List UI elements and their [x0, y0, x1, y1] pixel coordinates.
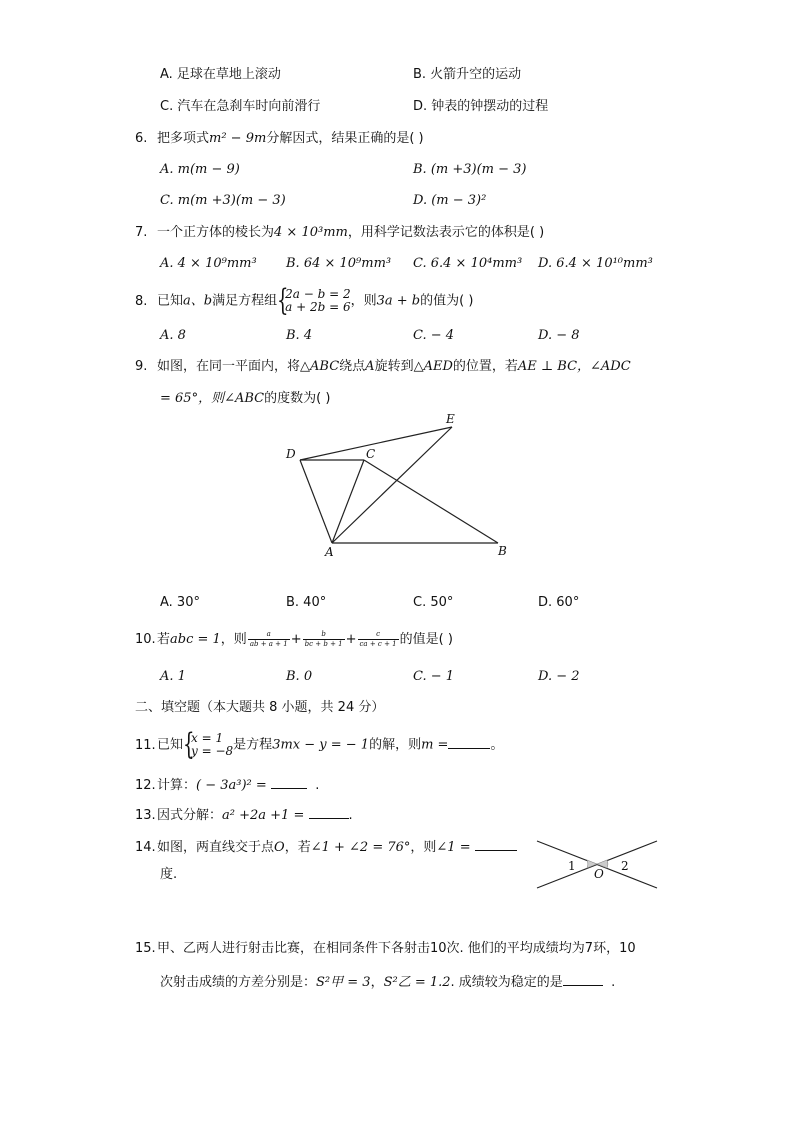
segment-ca: [332, 460, 364, 543]
question-14-stem: 14.如图，两直线交于点O，若∠1 + ∠2 = 76°，则∠1 =: [135, 836, 517, 857]
q8-option-c: C. − 4: [413, 328, 455, 343]
q11-equation-system: { x = 1 y = −8: [183, 727, 234, 762]
q7-option-b: B. 64 × 10⁹mm³: [286, 256, 392, 271]
q8-option-a: A. 8: [160, 328, 186, 343]
q7-option-a: A. 4 × 10⁹mm³: [160, 256, 257, 271]
q15-answer-blank[interactable]: [563, 971, 603, 986]
angle-2-label: 2: [621, 859, 629, 873]
q6-option-c: C. m(m +3)(m − 3): [160, 193, 286, 208]
q9-option-a: A. 30°: [160, 595, 200, 610]
label-e: E: [446, 412, 455, 426]
q6-option-a: A. m(m − 9): [160, 162, 240, 177]
q5-option-b: B. 火箭升空的运动: [413, 67, 522, 82]
q6-option-d: D. (m − 3)²: [413, 193, 487, 208]
section-2-title: 二、填空题（本大题共 8 小题，共 24 分）: [135, 700, 385, 715]
segment-ae: [332, 427, 452, 543]
segment-da: [300, 460, 332, 543]
q10-option-a: A. 1: [160, 669, 186, 684]
question-12-stem: 12.计算：( − 3a³)² = .: [135, 774, 319, 795]
q10-option-d: D. − 2: [538, 669, 580, 684]
fraction-3: $\frac{c}{ca + c + 1}$: [359, 630, 397, 648]
q9-figure: [270, 405, 520, 565]
q10-option-c: C. − 1: [413, 669, 455, 684]
question-13-stem: 13.因式分解：a² +2a +1 = .: [135, 804, 353, 825]
question-6-stem: 6. 把多项式m² − 9m分解因式，结果正确的是( ): [135, 131, 424, 146]
point-o-label: O: [594, 867, 604, 881]
angle-1-label: 1: [568, 859, 576, 873]
question-9-stem-line1: 9. 如图，在同一平面内，将△ABC绕点A旋转到△AED的位置，若AE ⊥ BC，∠ADC: [135, 359, 631, 374]
q9-option-c: C. 50°: [413, 595, 454, 610]
question-11-stem: 11.已知 { x = 1 y = −8 是方程3mx − y = − 1的解，则m = 。: [135, 727, 504, 762]
fraction-2: $\frac{b}{bc + b + 1}$: [304, 630, 343, 648]
question-14-stem-line2: 度.: [160, 867, 178, 882]
question-8-stem: 8. 已知a、b满足方程组 { 2a − b = 2 a + 2b = 6 ，则3a + b的值为( ): [135, 283, 474, 318]
q5-option-d: D. 钟表的钟摆动的过程: [413, 99, 549, 114]
question-15-stem-line1: 15.甲、乙两人进行射击比赛，在相同条件下各射击10次. 他们的平均成绩均为7环，10: [135, 941, 636, 956]
q9-option-b: B. 40°: [286, 595, 327, 610]
q9-option-d: D. 60°: [538, 595, 580, 610]
q8-equation-system: { 2a − b = 2 a + 2b = 6: [277, 283, 351, 318]
fraction-1: $\frac{a}{ab + a + 1}$: [249, 630, 288, 648]
q13-answer-blank[interactable]: [309, 804, 349, 819]
question-9-stem-line2: = 65°，则∠ABC的度数为( ): [160, 391, 331, 406]
q12-answer-blank[interactable]: [271, 774, 307, 789]
q8-option-d: D. − 8: [538, 328, 580, 343]
q7-option-c: C. 6.4 × 10⁴mm³: [413, 256, 523, 271]
q5-option-a: A. 足球在草地上滚动: [160, 67, 281, 82]
label-a: A: [325, 545, 334, 559]
q14-answer-blank[interactable]: [475, 836, 517, 851]
question-15-stem-line2: 次射击成绩的方差分别是：S²甲 = 3，S²乙 = 1.2. 成绩较为稳定的是 .: [160, 971, 615, 992]
question-7-stem: 7. 一个正方体的棱长为4 × 10³mm，用科学记数法表示它的体积是( ): [135, 225, 545, 240]
q5-option-c: C. 汽车在急刹车时向前滑行: [160, 99, 321, 114]
segment-de: [300, 427, 452, 460]
label-d: D: [286, 447, 296, 461]
q7-option-d: D. 6.4 × 10¹⁰mm³: [538, 256, 653, 271]
segment-cb: [364, 460, 498, 543]
q8-option-b: B. 4: [286, 328, 313, 343]
q10-option-b: B. 0: [286, 669, 313, 684]
label-c: C: [366, 447, 376, 461]
q11-answer-blank[interactable]: [448, 734, 490, 749]
q6-option-b: B. (m +3)(m − 3): [413, 162, 527, 177]
question-10-stem: 10.若abc = 1，则 $\frac{a}{ab + a + 1}$ + $\frac{b}{bc + b + 1}$ + $\frac{c}{ca + c + 1}$ 的值是( ): [135, 630, 453, 648]
q14-figure: [535, 836, 660, 892]
label-b: B: [498, 544, 507, 558]
